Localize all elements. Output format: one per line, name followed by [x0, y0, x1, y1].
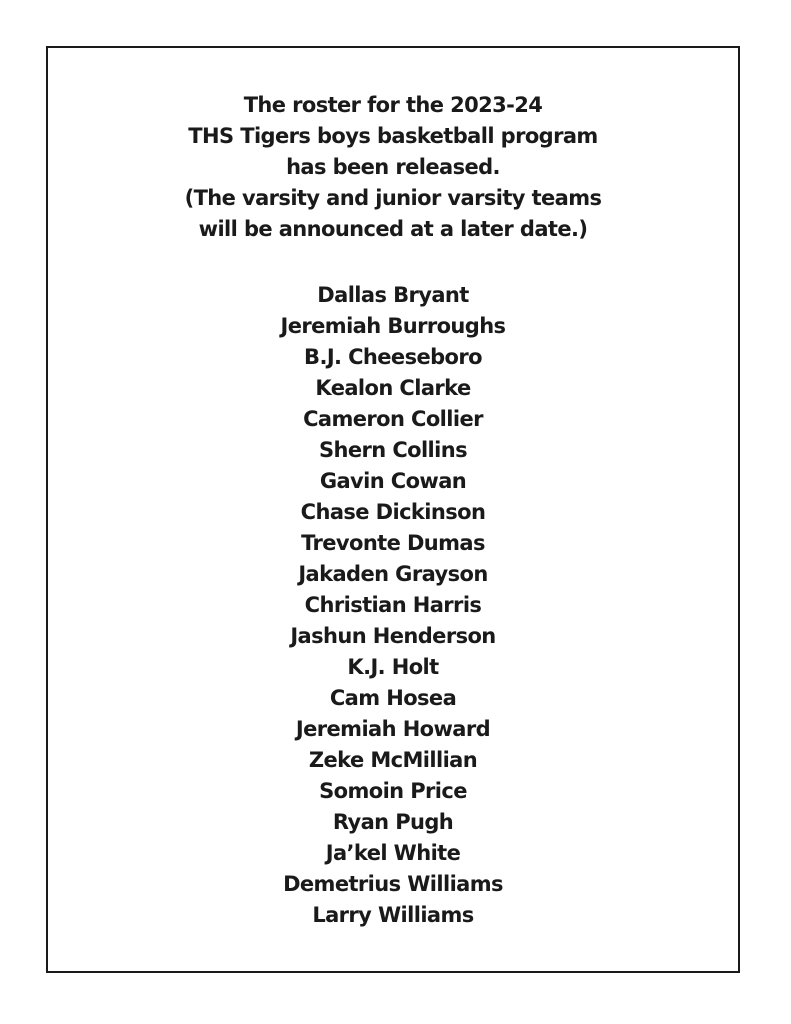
- player-name: Cam Hosea: [329, 686, 457, 710]
- player-name: B.J. Cheeseboro: [304, 345, 482, 369]
- player-name: Demetrius Williams: [283, 872, 503, 896]
- player-roster-list: [48, 280, 738, 931]
- player-name: Christian Harris: [304, 593, 482, 617]
- player-name: Ja’kel White: [325, 841, 461, 865]
- player-name: Somoin Price: [319, 779, 467, 803]
- player-name: Jeremiah Burroughs: [280, 314, 506, 338]
- player-name: Chase Dickinson: [300, 500, 486, 524]
- player-name: K.J. Holt: [347, 655, 439, 679]
- document-border-frame: [46, 46, 740, 973]
- roster-announcement: [48, 90, 738, 245]
- player-name: Cameron Collier: [303, 407, 483, 431]
- player-name: Shern Collins: [318, 438, 468, 462]
- announcement-line: (The varsity and junior varsity teams: [184, 186, 602, 210]
- player-name: Jashun Henderson: [290, 624, 496, 648]
- player-name: Ryan Pugh: [332, 810, 454, 834]
- player-name: Kealon Clarke: [315, 376, 471, 400]
- announcement-line: The roster for the 2023-24: [243, 93, 543, 117]
- player-name: Jakaden Grayson: [298, 562, 488, 586]
- player-name: Trevonte Dumas: [301, 531, 485, 555]
- player-name: Larry Williams: [312, 903, 474, 927]
- player-name: Jeremiah Howard: [295, 717, 491, 741]
- player-name: Dallas Bryant: [317, 283, 469, 307]
- player-name: Gavin Cowan: [319, 469, 467, 493]
- announcement-line: will be announced at a later date.): [198, 217, 588, 241]
- player-name: Zeke McMillian: [308, 748, 478, 772]
- announcement-line: THS Tigers boys basketball program: [188, 124, 598, 148]
- announcement-line: has been released.: [286, 155, 500, 179]
